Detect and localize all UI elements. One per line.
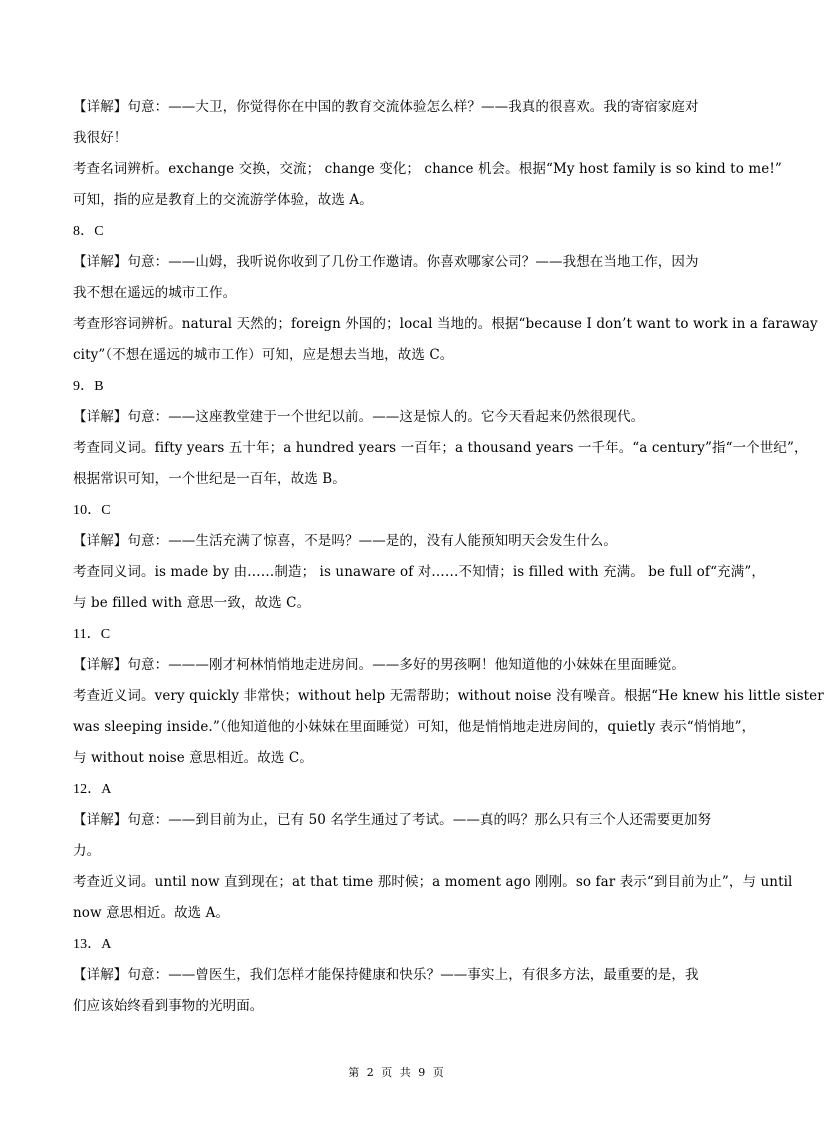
text-line: 【详解】句意：——生活充满了惊喜，不是吗？——是的，没有人能预知明天会发生什么。 [73,533,617,549]
text-line: 【详解】句意：——这座教堂建于一个世纪以前。——这是惊人的。它今天看起来仍然很现代。 [73,409,645,425]
page-footer: 第 2 页 共 9 页 [348,1066,446,1079]
text-line: 【详解】句意：——到目前为止，已有 50 名学生通过了考试。——真的吗？那么只有三个人还需要更加努 [73,812,712,828]
text-line: 考查同义词。is made by 由……制造； is unaware of 对……不知情；is filled with 充满。 be full of“充满”， [73,564,765,580]
text-line: 与 without noise 意思相近。故选 C。 [73,750,313,766]
text-line: was sleeping inside.”（他知道他的小妹妹在里面睡觉）可知，他是悄悄地走进房间的，quietly 表示“悄悄地”， [73,719,756,735]
text-line: 【详解】句意：——曾医生，我们怎样才能保持健康和快乐？——事实上，有很多方法，最重要的是，我 [73,967,699,983]
answer-explanations [73,98,824,1028]
text-line: 与 be filled with 意思一致，故选 C。 [73,595,311,611]
question-number: 10．C [73,503,111,518]
question-number: 11．C [73,627,111,642]
question-number: 12．A [73,782,112,797]
text-line: 【详解】句意：——大卫，你觉得你在中国的教育交流体验怎么样？——我真的很喜欢。我的寄宿家庭对 [73,99,699,115]
text-line: 考查形容词辨析。natural 天然的；foreign 外国的；local 当地的。根据“because I don’t want to work in a faraway [73,316,818,332]
text-line: 考查同义词。fifty years 五十年；a hundred years 一百年；a thousand years 一千年。“a century”指“一个世纪”， [73,440,808,456]
text-line: 们应该始终看到事物的光明面。 [73,998,264,1014]
text-line: 考查近义词。until now 直到现在；at that time 那时候；a moment ago 刚刚。so far 表示“到目前为止”，与 until [73,874,793,890]
text-line: 考查名词辨析。exchange 交换，交流； change 变化； chance 机会。根据“My host family is so kind to me!” [73,161,782,177]
text-line: 力。 [73,843,101,859]
text-line: now 意思相近。故选 A。 [73,905,230,921]
text-line: 【详解】句意：———刚才柯林悄悄地走进房间。——多好的男孩啊！他知道他的小妹妹在里面睡觉。 [73,657,685,673]
question-number: 13．A [73,937,112,952]
text-line: 我不想在遥远的城市工作。 [73,285,237,301]
text-line: 考查近义词。very quickly 非常快；without help 无需帮助；without noise 没有噪音。根据“He knew his little sister [73,688,824,704]
text-line: 根据常识可知，一个世纪是一百年，故选 B。 [73,471,346,487]
text-line: city”（不想在遥远的城市工作）可知，应是想去当地，故选 C。 [73,347,454,363]
question-number: 9．B [73,379,104,394]
text-line: 我很好！ [73,130,128,146]
text-line: 可知，指的应是教育上的交流游学体验，故选 A。 [73,192,373,208]
question-number: 8．C [73,224,104,239]
text-line: 【详解】句意：——山姆，我听说你收到了几份工作邀请。你喜欢哪家公司？——我想在当地工作，因为 [73,254,699,270]
